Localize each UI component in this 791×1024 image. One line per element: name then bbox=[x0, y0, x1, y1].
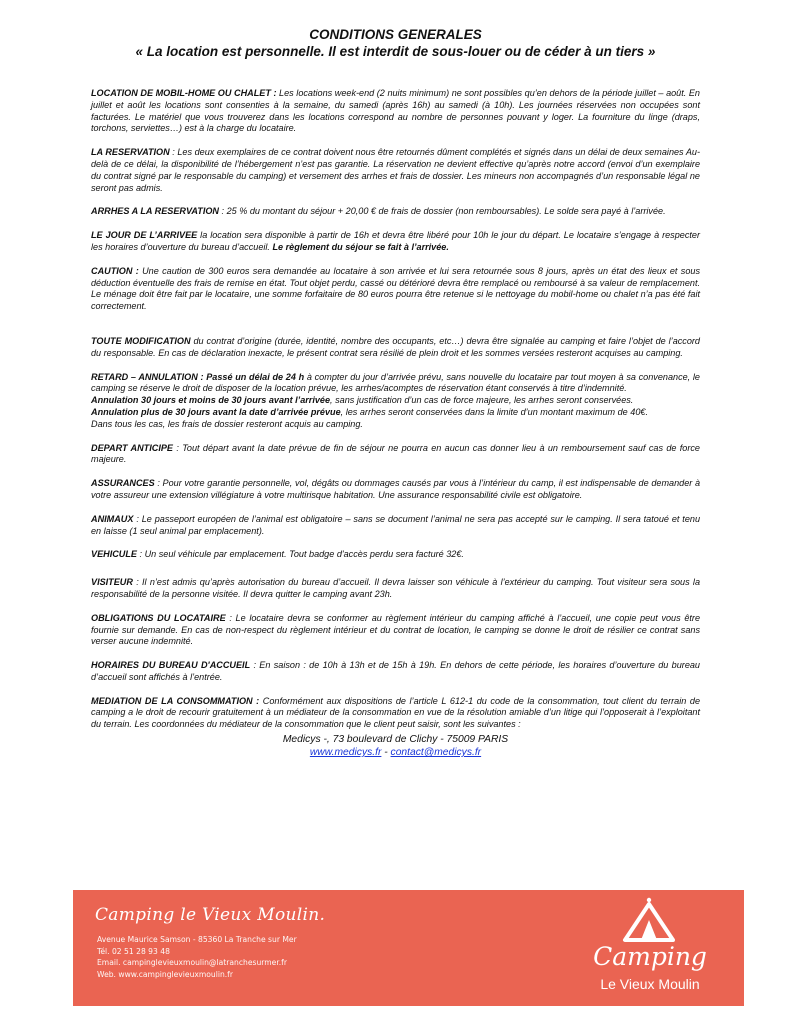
section-heading: HORAIRES DU BUREAU D'ACCUEIL bbox=[91, 660, 251, 671]
section-text: à compter du jour d’arrivée prévu, sans nouvelle du locataire par tout moyen à sa convenance, le camping se réserve le droit de disposer de la location prévue, les arrhes/acomptes de réservation étant conservés à titre d’indemnité. bbox=[91, 371, 700, 394]
section-annulation-plus-30 bbox=[91, 407, 700, 419]
section-arrivee bbox=[91, 230, 700, 254]
mediator-contact bbox=[91, 733, 700, 759]
section-retard bbox=[91, 372, 700, 396]
contact-email: Email. campinglevieuxmoulin@latranchesurmer.fr bbox=[97, 958, 287, 968]
section-heading: Annulation 30 jours et moins de 30 jours avant l’arrivée bbox=[91, 395, 331, 406]
camping-logo bbox=[575, 896, 725, 1000]
contact-phone: Tél. 02 51 28 93 48 bbox=[97, 946, 170, 956]
section-heading: LA RESERVATION bbox=[91, 147, 170, 158]
section-arrhes bbox=[91, 206, 700, 218]
section-heading: VISITEUR bbox=[91, 577, 133, 588]
section-text: Conformément aux dispositions de l’article L 612-1 du code de la consommation, tout client du terrain de camping a le droit de recourir gratuitement à un médiateur de la consommation en vue de la résolution amiable d’un litige qui l’opposerait à l’exploitant du terrain. Les coordonnées du médiateur de la consommation que le client peut saisir, sont les suivantes : bbox=[91, 695, 700, 730]
footer-banner bbox=[73, 890, 744, 1006]
section-horaires bbox=[91, 660, 700, 684]
contact-web: Web. www.campinglevieuxmoulin.fr bbox=[97, 969, 233, 979]
mediator-email-link[interactable]: contact@medicys.fr bbox=[390, 747, 482, 759]
section-heading: ARRHES A LA RESERVATION bbox=[91, 206, 219, 217]
section-visiteur bbox=[91, 577, 700, 601]
section-text: : Pour votre garantie personnelle, vol, dégâts ou dommages causés par vous à l’intérieur du camp, il est indispensable de demander à votre assureur une extension villégiature à votre multirisque habitation. Une assurance responsabilité civile est obligatoire. bbox=[91, 478, 700, 500]
section-text: la location sera disponible à partir de 16h et devra être libéré pour 10h le jour du départ. Le locataire s’engage à respecter les horaires d’ouverture du bureau d’accueil. bbox=[91, 230, 700, 252]
section-reservation bbox=[91, 147, 700, 194]
section-obligations bbox=[91, 613, 700, 648]
tent-icon bbox=[575, 896, 725, 946]
section-text: Les locations week-end (2 nuits minimum) ne sont possibles qu’en dehors de la période juillet – août. En juillet et août les locations sont consenties à la semaine, du samedi (après 16h) au samedi (à 10h). Les journées réservées non occupées sont facturées. Le matériel que vous trouverez dans les locations correspond au nombre de personnes pouvant y loger. La fourniture du linge (draps, torchons, serviettes…) est à la charge du locataire. bbox=[91, 88, 700, 134]
section-text: , sans justification d’un cas de force majeure, les arrhes seront conservées. bbox=[330, 395, 634, 406]
section-heading: DEPART ANTICIPE bbox=[91, 442, 173, 453]
section-heading: CAUTION : bbox=[91, 265, 139, 276]
section-text: : En saison : de 10h à 13h et de 15h à 19h. En dehors de cette période, les horaires d’ouverture du bureau d’accueil sont affichés à l’entrée. bbox=[91, 660, 700, 682]
contact-details bbox=[97, 934, 297, 980]
section-heading: LE JOUR DE L’ARRIVEE bbox=[91, 230, 198, 241]
section-text: Une caution de 300 euros sera demandée au locataire à son arrivée et lui sera retournée sous 8 jours, après un état des lieux et sous déduction éventuelle des frais de remise en état. Tout objet perdu, cassé ou détérioré devra être remplacé ou remboursé à sa valeur de remplacement. Le ménage doit être fait par le locataire, une somme forfaitaire de 80 euros pourra être retenue si le nettoyage du mobil-home ou chalet n’a pas été fait correctement. bbox=[91, 265, 700, 312]
section-bold-text: Le règlement du séjour se fait à l’arrivée. bbox=[272, 241, 449, 252]
document-title bbox=[0, 26, 791, 60]
conditions-body bbox=[91, 88, 700, 759]
section-text: du contrat d’origine (durée, identité, nombre des occupants, etc…) devra être signalée au camping et faire l’objet de l’accord du responsable. En cas de déclaration inexacte, le présent contrat sera résilié de plein droit et les sommes versées resteront acquises au camping. bbox=[91, 335, 700, 358]
mediator-website-link[interactable]: www.medicys.fr bbox=[309, 747, 382, 759]
section-frais-dossier: Dans tous les cas, les frais de dossier resteront acquis au camping. bbox=[91, 418, 363, 429]
section-heading: ANIMAUX bbox=[91, 513, 134, 524]
title-line-2: « La location est personnelle. Il est interdit de sous-louer ou de céder à un tiers » bbox=[135, 44, 656, 59]
section-mediation bbox=[91, 696, 700, 731]
section-text: : Les deux exemplaires de ce contrat doivent nous être retournés dûment complétés et signés dans un délai de deux semaines Au-delà de ce délai, la disponibilité de l’hébergement n’est pas garantie. La réservation ne devient effective qu’après notre accord (envoi d’un exemplaire du contrat signé par le responsable du camping) et versement des arrhes et frais de dossier. Les mineurs non accompagnés d’un responsable légal ne seront pas admis. bbox=[91, 147, 700, 193]
section-heading: VEHICULE bbox=[91, 549, 137, 560]
section-heading: ASSURANCES bbox=[91, 478, 155, 489]
logo-camping-text: Camping bbox=[593, 942, 707, 971]
logo-subtitle: Le Vieux Moulin bbox=[600, 976, 700, 992]
section-vehicule bbox=[91, 549, 700, 561]
section-heading: Annulation plus de 30 jours avant la date d’arrivée prévue bbox=[91, 406, 341, 417]
section-heading: RETARD – ANNULATION : Passé un délai de 24 h bbox=[91, 371, 305, 382]
contact-street: Avenue Maurice Samson - 85360 La Tranche sur Mer bbox=[97, 935, 297, 944]
section-text: : Il n’est admis qu’après autorisation du bureau d’accueil. Il devra laisser son véhicule à l’extérieur du camping. Tout visiteur sera sous la responsabilité de la personne visitée. Il devra quitter le camping avant 23h. bbox=[91, 577, 700, 599]
section-text: : Le passeport européen de l’animal est obligatoire – sans se document l’animal ne sera pas accepté sur le camping. Il sera tatoué et tenu en laisse (1 seul animal par emplacement). bbox=[91, 513, 700, 536]
section-text: , les arrhes seront conservées dans la limite d’un montant maximum de 40€. bbox=[340, 406, 648, 417]
section-text: : Tout départ avant la date prévue de fin de séjour ne pourra en aucun cas donner lieu à un remboursement sauf cas de force majeure. bbox=[91, 442, 700, 465]
section-caution bbox=[91, 266, 700, 313]
mediator-address: Medicys -, 73 boulevard de Clichy - 75009 PARIS bbox=[282, 734, 509, 746]
section-modification bbox=[91, 336, 700, 360]
section-location bbox=[91, 88, 700, 135]
camping-name: Camping le Vieux Moulin. bbox=[95, 905, 326, 925]
section-text: : Le locataire devra se conformer au règlement intérieur du camping affiché à l’accueil, une copie peut vous être fournie sur demande. En cas de non-respect du règlement intérieur et du contrat de location, le camping se donne le droit de résilier ce contrat sans verser aucune indemnité. bbox=[91, 612, 700, 647]
section-assurances bbox=[91, 478, 700, 502]
section-annulation-30 bbox=[91, 395, 700, 407]
section-depart bbox=[91, 443, 700, 467]
section-heading: LOCATION DE MOBIL-HOME OU CHALET : bbox=[91, 88, 277, 98]
section-heading: OBLIGATIONS DU LOCATAIRE bbox=[91, 612, 226, 623]
section-animaux bbox=[91, 514, 700, 538]
section-heading: MEDIATION DE LA CONSOMMATION : bbox=[91, 695, 260, 706]
mediator-links bbox=[91, 746, 700, 759]
section-text: : 25 % du montant du séjour + 20,00 € de frais de dossier (non remboursables). Le solde sera payé à l’arrivée. bbox=[219, 206, 666, 217]
section-heading: TOUTE MODIFICATION bbox=[91, 335, 191, 346]
title-line-1: CONDITIONS GENERALES bbox=[309, 27, 482, 42]
section-text: : Un seul véhicule par emplacement. Tout badge d'accès perdu sera facturé 32€. bbox=[136, 549, 464, 560]
link-separator: - bbox=[381, 747, 391, 759]
